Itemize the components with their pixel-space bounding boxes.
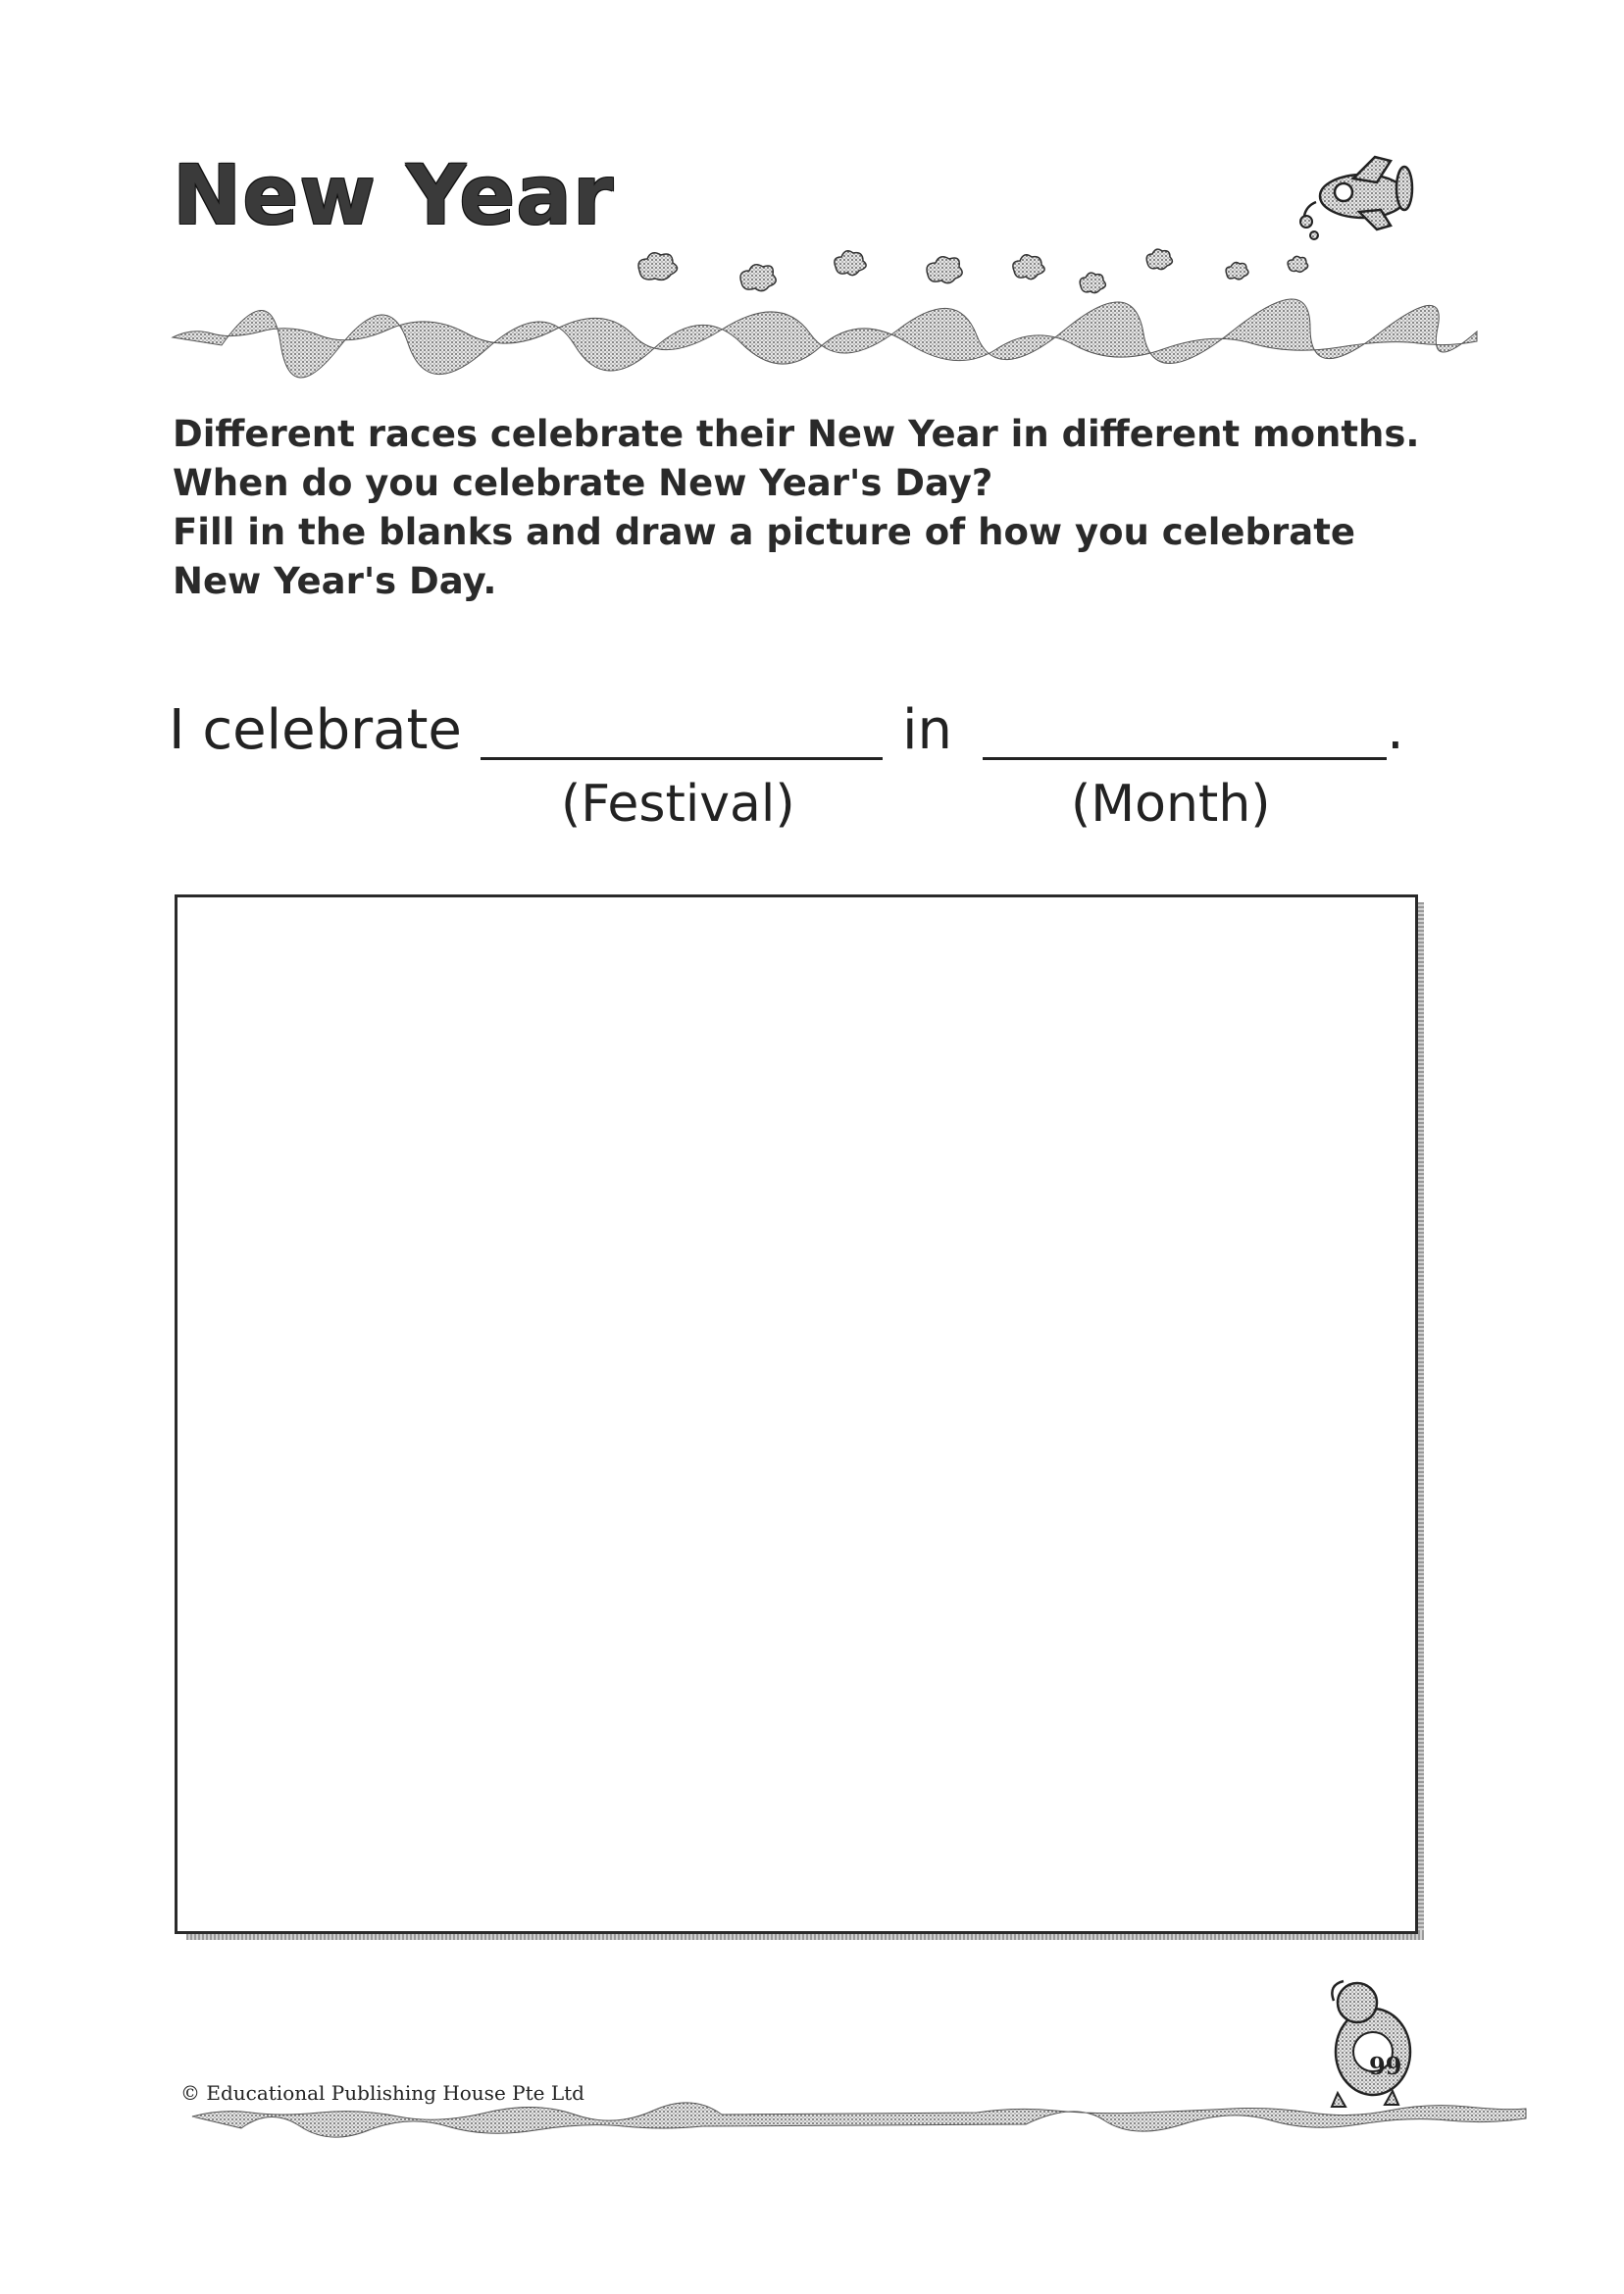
festival-label: (Festival) — [561, 775, 795, 834]
sentence-middle: in — [902, 698, 953, 762]
page-number: 99 — [1369, 2052, 1402, 2080]
instruction-line: Fill in the blanks and draw a picture of how you celebrate — [173, 511, 1356, 553]
cloud-puff-icon — [835, 251, 866, 276]
airplane-icon — [1300, 157, 1412, 239]
instruction-line: New Year's Day. — [173, 560, 497, 602]
month-blank[interactable] — [983, 757, 1387, 760]
cloud-puff-icon — [1288, 256, 1308, 272]
footer-divider — [192, 2103, 1526, 2137]
cloud-puff-trail — [638, 249, 1308, 293]
copyright-notice: © Educational Publishing House Pte Ltd — [180, 2081, 584, 2105]
festival-blank[interactable] — [481, 757, 883, 760]
cloud-puff-icon — [1146, 249, 1172, 270]
month-label: (Month) — [1071, 775, 1271, 834]
cartoon-character-icon — [1332, 1981, 1410, 2107]
instructions — [173, 410, 1447, 606]
instruction-line: When do you celebrate New Year's Day? — [173, 462, 993, 504]
page-title: New Year — [173, 147, 615, 243]
cloud-puff-icon — [1226, 263, 1248, 280]
cloud-puff-icon — [1013, 255, 1044, 280]
instruction-line: Different races celebrate their New Year in different months. — [173, 413, 1420, 455]
sentence-suffix: . — [1387, 698, 1404, 762]
sentence-prefix: I celebrate — [169, 698, 462, 762]
cloud-puff-icon — [927, 257, 962, 283]
cloud-puff-icon — [740, 265, 776, 291]
header-divider — [173, 299, 1477, 378]
cloud-puff-icon — [638, 253, 678, 280]
drawing-area[interactable] — [175, 894, 1418, 1934]
cloud-puff-icon — [1080, 273, 1105, 293]
